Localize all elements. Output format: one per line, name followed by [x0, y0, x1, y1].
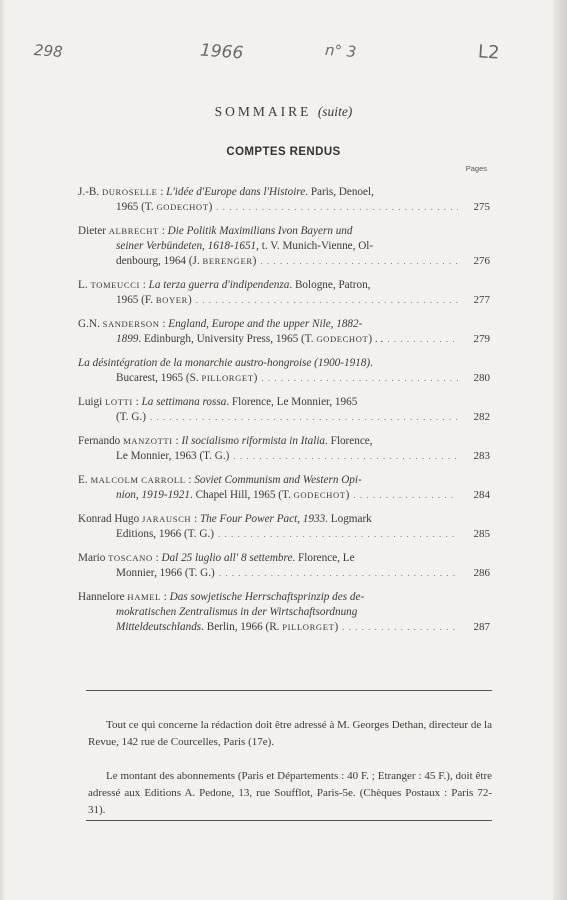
entry-first-line [78, 434, 458, 449]
entry-last-text [116, 200, 212, 215]
author-given-name: Luigi [78, 396, 103, 408]
publication-info: . [370, 357, 373, 369]
reviewer-name: GODECHOT [156, 202, 209, 212]
handwritten-number: 298 [33, 41, 64, 61]
separator: : [185, 474, 195, 486]
entry-last-text [116, 371, 257, 386]
author-surname: JARAUSCH [142, 514, 192, 524]
author-surname: TOMEUCCI [90, 280, 140, 290]
author-given-name: G.N. [78, 318, 100, 330]
publication-info: Bucarest, 1965 (S. [116, 372, 202, 384]
review-entry [78, 317, 490, 347]
author-surname: MANZOTTI [123, 436, 173, 446]
dot-leader [387, 332, 458, 347]
reviewer-name: GODECHOT [293, 490, 346, 500]
publication-info: . Logmark [325, 513, 372, 525]
separator: : [172, 435, 182, 447]
author-given-name: Fernando [78, 435, 121, 447]
entry-first-line [78, 590, 458, 605]
work-title: Dal 25 luglio all' 8 settembre [161, 552, 293, 564]
reviewer-name: PILLORGET [201, 373, 254, 383]
page-number: 282 [473, 411, 490, 423]
entry-last-text [116, 488, 349, 503]
author-given-name: Konrad Hugo [78, 513, 140, 525]
entry-last-line [78, 371, 458, 386]
entry-first-line [78, 278, 458, 293]
dot-leader [196, 293, 458, 308]
entry-last-line [78, 449, 458, 464]
closing-paren: ) [252, 255, 257, 267]
work-title: La désintégration de la monarchie austro-hongroise (1900-1918) [78, 357, 371, 369]
work-title: La terza guerra d'indipendenza [148, 279, 290, 291]
entry-last-line [78, 410, 458, 425]
entry-last-line [78, 620, 458, 635]
entry-first-line [78, 512, 458, 527]
review-entry [78, 473, 490, 503]
work-title-cont: mokratischen Zentralismus in der Wirtschaftsordnung [116, 606, 358, 618]
entry-last-text [116, 527, 214, 542]
dot-leader [216, 200, 458, 215]
dot-leader [219, 566, 458, 581]
divider-rule-bottom [86, 820, 492, 821]
entry-first-line [78, 317, 458, 332]
entry-last-text [116, 449, 229, 464]
entry-last-text [116, 410, 146, 425]
title-suffix: (suite) [317, 104, 353, 119]
closing-paren: ) [334, 621, 339, 633]
work-title: Die Politik Maximilians Ivon Bayern und [167, 225, 353, 237]
review-entry [78, 224, 490, 269]
page-number: 285 [473, 528, 490, 540]
entry-first-line [78, 473, 458, 488]
reviewer-name: BERENGER [202, 256, 253, 266]
author-given-name: Mario [78, 552, 106, 564]
separator: : [132, 396, 142, 408]
entry-last-text [116, 332, 383, 347]
page-number: 276 [473, 255, 490, 267]
entry-last-line [78, 293, 458, 308]
review-list [78, 185, 490, 644]
work-title-end: 1899 [116, 333, 139, 345]
entry-first-line [78, 224, 458, 239]
publication-info: . Florence, Le [292, 552, 355, 564]
entry-last-line [78, 200, 458, 215]
closing-paren: ) [187, 294, 192, 306]
entry-last-text [116, 620, 338, 635]
handwritten-year: 1966 [199, 40, 244, 64]
author-surname: SANDERSON [102, 319, 160, 329]
dot-leader [233, 449, 458, 464]
separator: : [191, 513, 200, 525]
work-title-end: nion, 1919-1921 [116, 489, 190, 501]
entry-first-line [78, 551, 458, 566]
review-entry [78, 185, 490, 215]
divider-rule [86, 690, 492, 691]
publication-info: 1965 (T. [116, 201, 157, 213]
review-entry [78, 395, 490, 425]
publication-info: , t. V. Munich-Vienne, Ol- [256, 240, 374, 252]
review-entry [78, 278, 490, 308]
closing-paren: ) [253, 372, 258, 384]
dot-leader [353, 488, 458, 503]
page-number: 277 [473, 294, 490, 306]
page-title [0, 104, 567, 120]
work-title-end: Mitteldeutschlands [116, 621, 202, 633]
author-given-name: Hannelore [78, 591, 125, 603]
entry-last-line [78, 332, 458, 347]
work-title: Il socialismo riformista in Italia [181, 435, 326, 447]
publication-info: . Chapel Hill, 1965 (T. [189, 489, 294, 501]
title-main: SOMMAIRE [214, 104, 312, 119]
author-surname: DUROSELLE [101, 187, 158, 197]
dot-leader [218, 527, 458, 542]
reviewer-name: BOYER [155, 295, 188, 305]
entry-first-line [78, 356, 458, 371]
work-title: England, Europe and the upper Nile, 1882- [168, 318, 363, 330]
entry-last-line [78, 488, 458, 503]
page-number: 284 [473, 489, 490, 501]
review-entry [78, 434, 490, 464]
work-title: L'idée d'Europe dans l'Histoire [166, 186, 306, 198]
publication-info: denbourg, 1964 (J. [116, 255, 203, 267]
section-heading: COMPTES RENDUS [226, 146, 341, 158]
review-entry [78, 512, 490, 542]
closing-paren: ) . . [368, 333, 384, 345]
author-surname: TOSCANO [108, 553, 153, 563]
publication-info: . Florence, [325, 435, 373, 447]
author-given-name: J.-B. [78, 186, 100, 198]
review-entry [78, 551, 490, 581]
publication-info: . Berlin, 1966 (R. [201, 621, 283, 633]
review-entry [78, 590, 490, 635]
subscription-notice: Le montant des abonnements (Paris et Départements : 40 F. ; Etranger : 45 F.), doit être adressé aux Editions A. Pedone, 13, rue Soufflot, Paris-5e. (Chèques Postaux : Paris 72-31). [88, 770, 492, 816]
page-number: 287 [473, 621, 490, 633]
entry-first-line [78, 395, 458, 410]
publication-info: Editions, 1966 (T. G.) [116, 528, 214, 540]
pages-column-label: Pages [465, 164, 487, 173]
publication-info: . Florence, Le Monnier, 1965 [226, 396, 358, 408]
review-entry [78, 356, 490, 386]
editorial-notice: Tout ce qui concerne la rédaction doit être adressé à M. Georges Dethan, directeur de la Revue, 142 rue de Courcelles, Paris (17e). [88, 719, 492, 748]
handwritten-code: L2 [477, 41, 501, 64]
work-title: The Four Power Pact, 1933 [199, 513, 326, 525]
work-title: Das sowjetische Herrschaftsprinzip des de- [169, 591, 365, 603]
author-surname: HAMEL [127, 592, 161, 602]
entry-last-text [116, 293, 192, 308]
work-title: Soviet Communism and Western Opi- [194, 474, 362, 486]
author-surname: LOTTI [105, 397, 133, 407]
page-edge-right [553, 0, 567, 900]
author-given-name: L. [78, 279, 88, 291]
separator: : [158, 225, 168, 237]
separator: : [159, 318, 169, 330]
dot-leader [342, 620, 458, 635]
entry-last-line [78, 527, 458, 542]
closing-paren: ) [208, 201, 213, 213]
separator: : [152, 552, 162, 564]
entry-last-text [116, 254, 256, 269]
publication-info: . Bologne, Patron, [289, 279, 371, 291]
handwritten-issue: n° 3 [324, 40, 357, 62]
dot-leader [150, 410, 458, 425]
work-title: La settimana rossa [141, 396, 227, 408]
separator: : [139, 279, 149, 291]
entry-last-line [78, 566, 458, 581]
publication-info: . Edinburgh, University Press, 1965 (T. [138, 333, 317, 345]
entry-continuation-line [78, 605, 458, 620]
page-edge-left [0, 0, 6, 900]
author-surname: ALBRECHT [108, 226, 159, 236]
page-number: 275 [473, 201, 490, 213]
entry-last-line [78, 254, 458, 269]
separator: : [160, 591, 170, 603]
dot-leader [261, 371, 458, 386]
page-number: 286 [473, 567, 490, 579]
publication-info: . Paris, Denoel, [305, 186, 374, 198]
entry-continuation-line [78, 239, 458, 254]
reviewer-name: PILLORGET [282, 622, 335, 632]
page-number: 279 [473, 333, 490, 345]
reviewer-name: GODECHOT [316, 334, 369, 344]
publication-info: 1965 (F. [116, 294, 156, 306]
page-number: 280 [473, 372, 490, 384]
entry-first-line [78, 185, 458, 200]
author-given-name: Dieter [78, 225, 106, 237]
work-title-cont: seiner Verbündeten, 1618-1651 [116, 240, 257, 252]
author-surname: MALCOLM CARROLL [90, 475, 186, 485]
closing-paren: ) [345, 489, 350, 501]
publication-info: (T. G.) [116, 411, 146, 423]
page-number: 283 [473, 450, 490, 462]
separator: : [157, 186, 167, 198]
publication-info: Monnier, 1966 (T. G.) [116, 567, 215, 579]
entry-last-text [116, 566, 215, 581]
author-given-name: E. [78, 474, 88, 486]
dot-leader [260, 254, 458, 269]
publication-info: Le Monnier, 1963 (T. G.) [116, 450, 230, 462]
